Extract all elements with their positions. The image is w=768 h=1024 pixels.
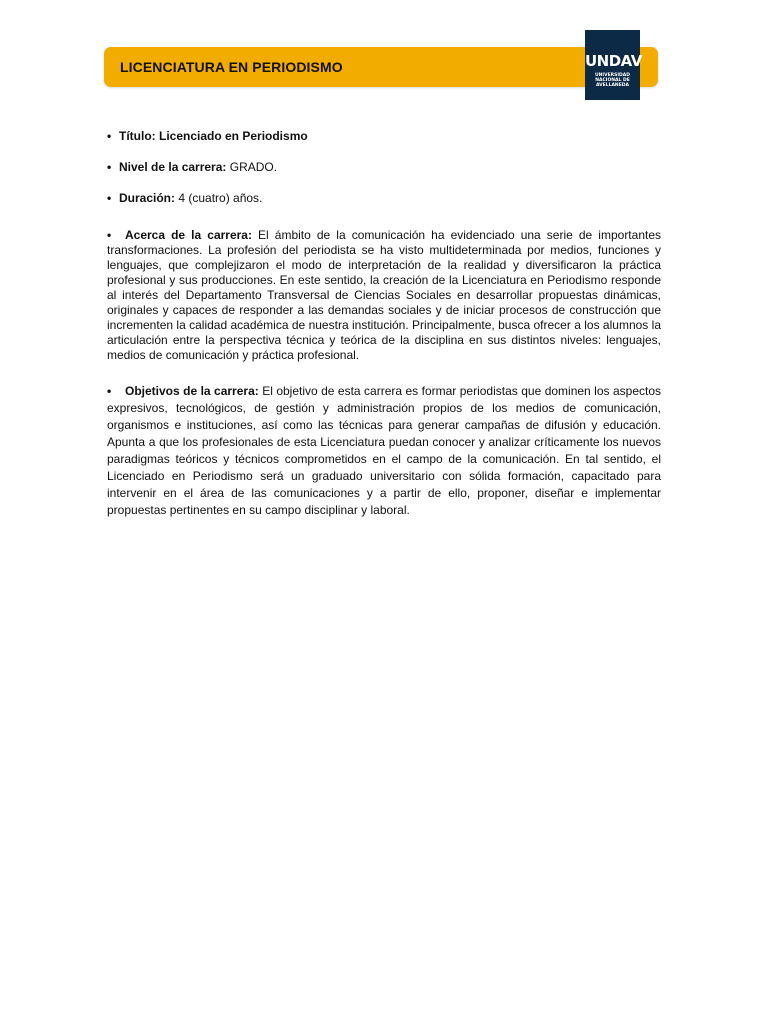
paragraph-objetivos: [107, 383, 661, 519]
bullet: •: [107, 160, 112, 174]
page-title: LICENCIATURA EN PERIODISMO: [120, 59, 343, 75]
field-label: Duración:: [119, 191, 176, 205]
field-label: Nivel de la carrera:: [119, 160, 227, 174]
bullet: •: [107, 228, 112, 242]
field-value: GRADO.: [226, 160, 278, 174]
logo-caption-line: AVELLANEDA: [595, 83, 629, 88]
field-label: Título: Licenciado en Periodismo: [119, 129, 308, 143]
bullet: •: [107, 129, 112, 143]
bullet: •: [107, 384, 112, 398]
paragraph-label: Acerca de la carrera:: [125, 228, 252, 242]
paragraph-acerca: [107, 228, 661, 363]
paragraph-text: El objetivo de esta carrera es formar periodistas que dominen los aspectos expresivos, tecnológicos, de gestión y administración propios de los medios de comunicación, organismos e instituciones, así como las técnicas para generar campañas de difusión y educación. Apunta a que los profesionales de esta Licenciatura puedan conocer y analizar críticamente los nuevos paradigmas teóricos y técnicos comprometidos en el campo de la comunicación. En tal sentido, el Licenciado en Periodismo será un graduado universitario con sólida formación, capacitado para intervenir en el área de las comunicaciones y a partir de ello, proponer, diseñar e implementar propuestas pertinentes en su campo disciplinar y laboral.: [107, 384, 661, 517]
logo-caption-line: UNIVERSIDAD: [595, 73, 630, 78]
field-duracion: [107, 190, 661, 206]
paragraph-text: El ámbito de la comunicación ha evidenciado una serie de importantes transformaciones. La profesión del periodista se ha visto multideterminada por medios, funciones y lenguajes, que complejizaron el modo de interpretación de la realidad y diversificaron la práctica profesional y sus producciones. En este sentido, la creación de la Licenciatura en Periodismo responde al interés del Departamento Transversal de Ciencias Sociales en desarrollar propuestas dinámicas, originales y capaces de responder a las demandas sociales y de iniciar procesos de construcción que incrementen la calidad académica de nuestra institución. Principalmente, busca ofrecer a los alumnos la articulación entre la perspectiva técnica y teórica de la disciplina en sus distintos niveles: lenguajes, medios de comunicación y práctica profesional.: [107, 228, 661, 362]
field-nivel: [107, 159, 661, 175]
logo-mark: UNDAV: [585, 52, 642, 70]
logo-caption: [585, 73, 640, 88]
logo-caption-line: NACIONAL DE: [595, 78, 630, 83]
bullet: •: [107, 191, 112, 205]
field-value: 4 (cuatro) años.: [175, 191, 263, 205]
undav-logo: [585, 30, 640, 100]
field-titulo: [107, 128, 661, 144]
document-body: [107, 128, 661, 519]
paragraph-label: Objetivos de la carrera:: [125, 384, 259, 398]
header-bar: [104, 47, 658, 87]
